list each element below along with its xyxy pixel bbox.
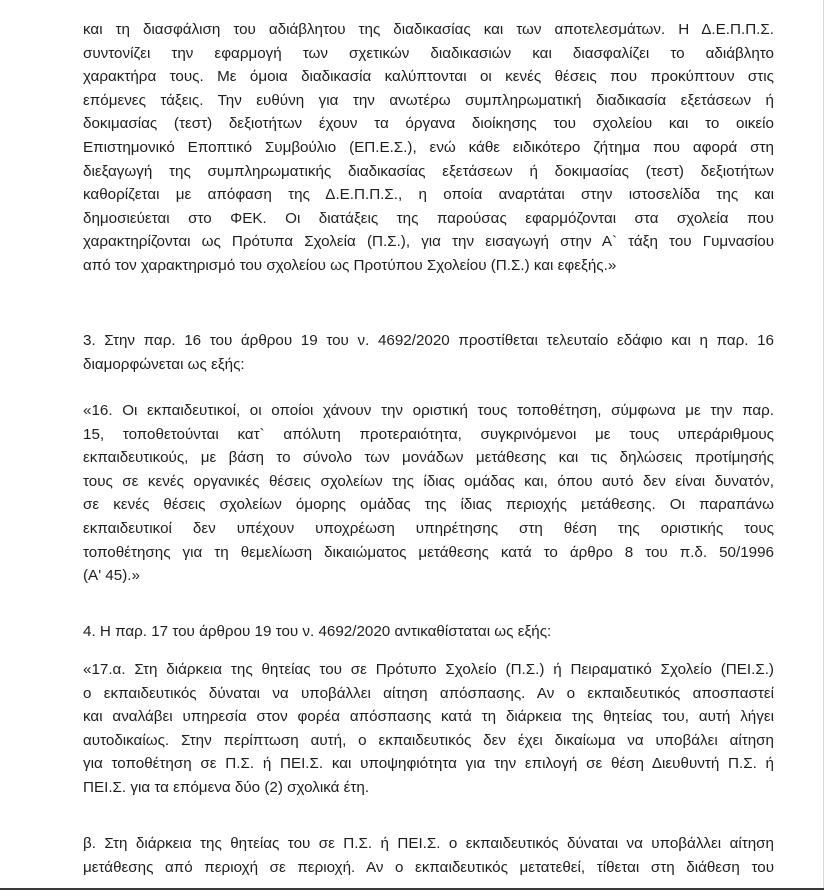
text-line: διεξαγωγή της συμπληρωματικής διαδικασίας εξετάσεων ή δοκιμασίας (τεστ) δεξιοτήτων [83, 162, 774, 180]
text-line: διαμορφώνεται ως εξής: [83, 355, 245, 373]
text-line: τους σε κενές οργανικές θέσεις σχολείων της ίδιας ομάδας και, όπου αυτό δεν είναι δυνατόν, [83, 472, 774, 490]
text-line: από τον χαρακτηρισμό του σχολείου ως Προτύπου Σχολείου (Π.Σ.) και εφεξής.» [83, 256, 617, 274]
text-line: 3. Στην παρ. 16 του άρθρου 19 του ν. 4692/2020 προστίθεται τελευταίο εδάφιο και η παρ. 16 [83, 332, 774, 349]
text-line: επόμενες τάξεις. Την ευθύνη για την ανωτέρω συμπληρωματική διαδικασία εξετάσεων ή [83, 91, 774, 109]
paragraph-quote-17a [83, 658, 774, 800]
text-line: μετάθεσης από περιοχή σε περιοχή. Αν ο εκπαιδευτικός μετατεθεί, τίθεται στη διάθεση του [83, 858, 774, 876]
text-line: Επιστημονικό Εποπτικό Συμβούλιο (ΕΠ.Ε.Σ.), ενώ κάθε ειδικότερο ζήτημα που αφορά στη [83, 138, 774, 156]
text-line: σε κενές θέσεις σχολείων όμορης ομάδας της ίδιας περιοχής μετάθεσης. Οι παραπάνω [83, 496, 774, 514]
text-line: εκπαιδευτικοί δεν υπέχουν υποχρέωση υπηρέτησης στη θέση της οριστικής τους [83, 519, 774, 537]
paragraph-continuation [83, 18, 774, 278]
text-line: εκπαιδευτικούς, με βάση το σύνολο των μονάδων μετάθεσης και τις δηλώσεις προτίμησής [83, 449, 774, 467]
text-line: «17.α. Στη διάρκεια της θητείας του σε Πρότυπο Σχολείο (Π.Σ.) ή Πειραματικό Σχολείο (ΠΕΙ.Σ.) [83, 661, 774, 678]
text-line: «16. Οι εκπαιδευτικοί, οι οποίοι χάνουν την οριστική τους τοποθέτηση, σύμφωνα με την παρ. [83, 402, 774, 419]
paragraph-quote-16 [83, 399, 774, 588]
text-line: χαρακτήρα τους. Με όμοια διαδικασία καλύπτονται οι κενές θέσεις που προκύπτουν στις [83, 68, 774, 86]
text-line: και αναλάβει υπηρεσία στον φορέα απόσπασης κατά τη διάρκεια της θητείας του, αυτή λήγει [83, 708, 774, 726]
text-line: (Α' 45).» [83, 567, 140, 585]
text-line: β. Στη διάρκεια της θητείας του σε Π.Σ. ή ΠΕΙ.Σ. ο εκπαιδευτικός δύναται να υποβάλλει αίτηση [83, 835, 774, 852]
text-line: για τοποθέτηση σε Π.Σ. ή ΠΕΙ.Σ. και υποψηφιότητα για την επιλογή σε θέση Διευθυντή Π.Σ. ή [83, 755, 774, 773]
paragraph-item-3 [83, 329, 774, 376]
text-line: ο εκπαιδευτικός δύναται να υποβάλλει αίτηση απόσπασης. Αν ο εκπαιδευτικός αποσπαστεί [83, 684, 774, 702]
text-line: 15, τοποθετούνται κατ` απόλυτη προτεραιότητα, συγκρινόμενοι με τους υπεράριθμους [83, 425, 774, 443]
text-line: τοποθέτησης για τη θεμελίωση δικαιώματος μετάθεσης κατά το άρθρο 8 του π.δ. 50/1996 [83, 543, 774, 561]
text-line: ΠΕΙ.Σ. για τα επόμενα δύο (2) σχολικά έτη. [83, 778, 370, 796]
text-line: δοκιμασίας (τεστ) δεξιοτήτων έχουν τα όργανα διοίκησης του σχολείου και το οικείο [83, 115, 774, 133]
paragraph-item-4 [83, 620, 774, 644]
text-line: αυτοδικαίως. Στην περίπτωση αυτή, ο εκπαιδευτικός δεν έχει δικαίωμα να υποβάλει αίτηση [83, 731, 774, 749]
text-line: συντονίζει την εφαρμογή των σχετικών διαδικασιών και διασφαλίζει το αδιάβλητο [83, 44, 774, 62]
text-line: και τη διασφάλιση του αδιάβλητου της διαδικασίας και των αποτελεσμάτων. Η Δ.Ε.Π.Π.Σ. [83, 21, 774, 38]
text-line: 4. Η παρ. 17 του άρθρου 19 του ν. 4692/2020 αντικαθίσταται ως εξής: [83, 623, 552, 640]
text-line: καθορίζεται με απόφαση της Δ.Ε.Π.Π.Σ., η οποία αναρτάται στην ιστοσελίδα της και [83, 186, 774, 204]
text-line: δημοσιεύεται στο ΦΕΚ. Οι διατάξεις της παρούσας εφαρμόζονται στα σχολεία που [83, 209, 774, 227]
text-line: χαρακτηρίζονται ως Πρότυπα Σχολεία (Π.Σ.), για την εισαγωγή στην Α` τάξη του Γυμνασίου [83, 233, 774, 251]
paragraph-17b [83, 832, 774, 879]
